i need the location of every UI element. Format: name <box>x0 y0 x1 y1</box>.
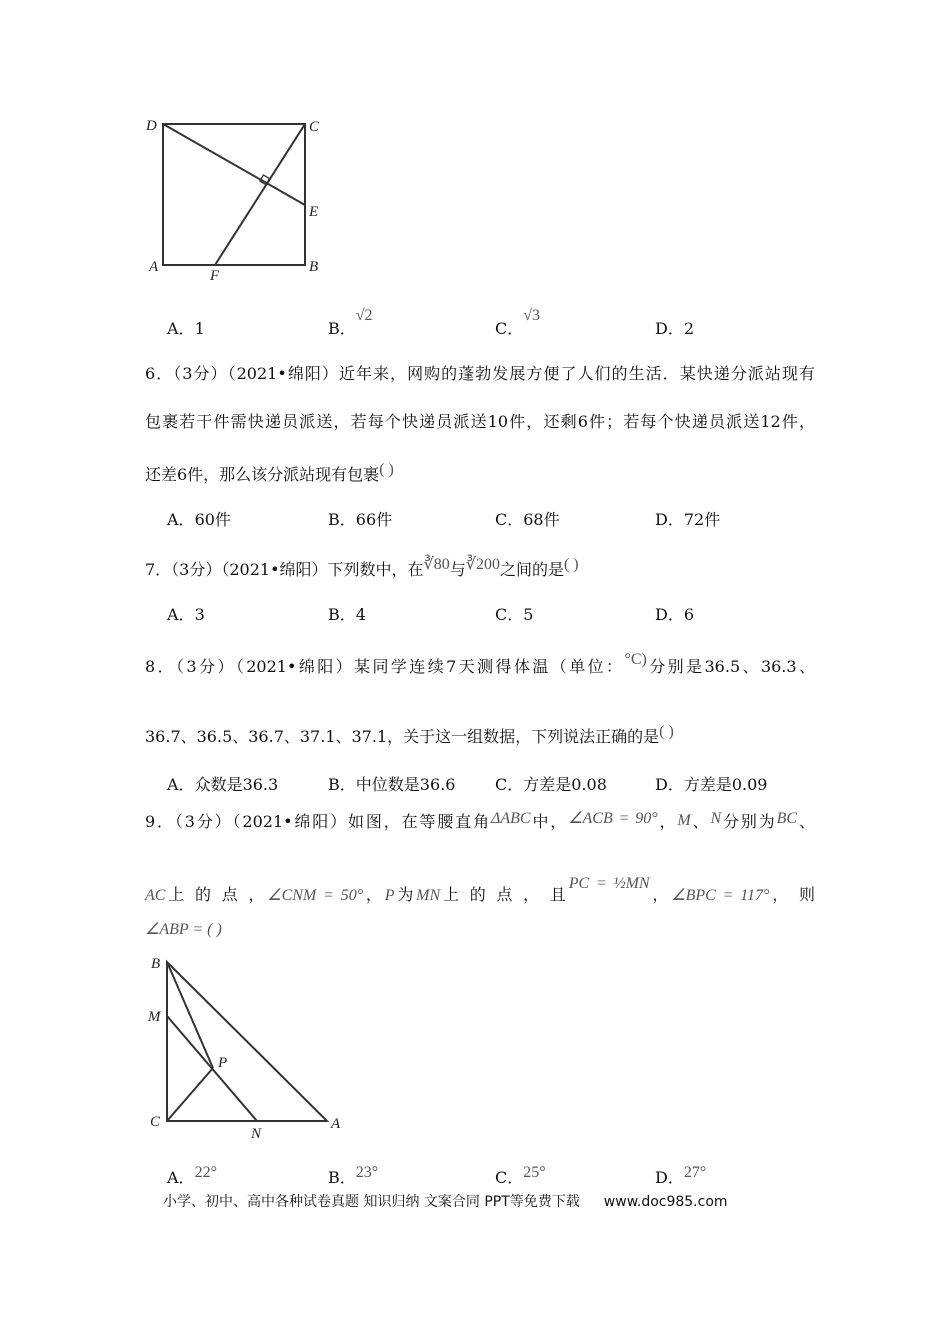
q9-line1: 9．（3分）（2021•绵阳）如图，在等腰直角ΔABC中，∠ACB = 90°，M、N分别为BC、 <box>145 810 815 831</box>
label-A2: A <box>331 1116 341 1132</box>
q5-option-a: A．1 <box>167 319 205 338</box>
q8-line1: 8．（3分）（2021•绵阳）某同学连续7天测得体温（单位：°C)分别是36.5、36.3、 <box>145 651 815 676</box>
label-A: A <box>149 259 159 275</box>
q7-option-d: D．6 <box>655 605 695 624</box>
label-B: B <box>309 259 319 275</box>
q5-option-c: C．√3 <box>495 307 541 338</box>
q9-line2: AC上 的 点 ，∠CNM = 50°，P为MN上 的 点 ， 且PC = ½MN，∠BPC = 117°， 则 <box>145 875 815 904</box>
footer-text: 小学、初中、高中各种试卷真题 知识归纳 文案合同 PPT等免费下载 <box>163 1194 580 1210</box>
q8-option-d: D．方差是0.09 <box>655 775 768 794</box>
q7-option-c: C．5 <box>495 605 534 624</box>
q9-option-d: D．27° <box>655 1164 707 1187</box>
label-N: N <box>251 1126 262 1142</box>
q6-line1: 6．（3分）（2021•绵阳）近年来，网购的蓬勃发展方便了人们的生活．某快递分派站现有 <box>145 364 815 383</box>
footer <box>163 1191 728 1211</box>
q6-option-b: B．66件 <box>328 510 393 529</box>
q8-option-a: A．众数是36.3 <box>167 775 279 794</box>
q9-option-a: A．22° <box>167 1164 217 1187</box>
label-B2: B <box>151 956 161 972</box>
label-P: P <box>218 1055 228 1071</box>
q7-line: 7．（3分）（2021•绵阳）下列数中，在∛80与∛200之间的是( ) <box>145 556 579 579</box>
q6-line3: 还差6件，那么该分派站现有包裹( ) <box>145 461 394 484</box>
q9-option-c: C．25° <box>495 1164 546 1187</box>
label-E: E <box>309 204 319 220</box>
label-F: F <box>210 268 220 284</box>
q8-line2: 36.7、36.5、36.7、37.1、37.1，关于这一组数据，下列说法正确的是( ) <box>145 723 674 746</box>
q6-option-c: C．68件 <box>495 510 560 529</box>
square-figure <box>163 124 305 265</box>
label-C: C <box>309 119 320 135</box>
q8-option-b: B．中位数是36.6 <box>328 775 456 794</box>
footer-site-link[interactable]: www.doc985.com <box>603 1194 728 1210</box>
q5-option-d: D．2 <box>655 319 695 338</box>
q6-option-a: A．60件 <box>167 510 231 529</box>
q7-option-a: A．3 <box>167 605 205 624</box>
q6-line2: 包裹若干件需快递员派送，若每个快递员派送10件，还剩6件；若每个快递员派送12件， <box>145 412 815 431</box>
label-C2: C <box>150 1114 161 1130</box>
q7-option-b: B．4 <box>328 605 366 624</box>
label-M: M <box>148 1009 161 1025</box>
q6-option-d: D．72件 <box>655 510 721 529</box>
q5-option-b: B．√2 <box>328 307 373 338</box>
q9-option-b: B．23° <box>328 1164 379 1187</box>
label-D: D <box>146 118 157 134</box>
q9-line3: ∠ABP = ( ) <box>145 921 222 938</box>
triangle-figure <box>167 962 327 1121</box>
q8-option-c: C．方差是0.08 <box>495 775 607 794</box>
